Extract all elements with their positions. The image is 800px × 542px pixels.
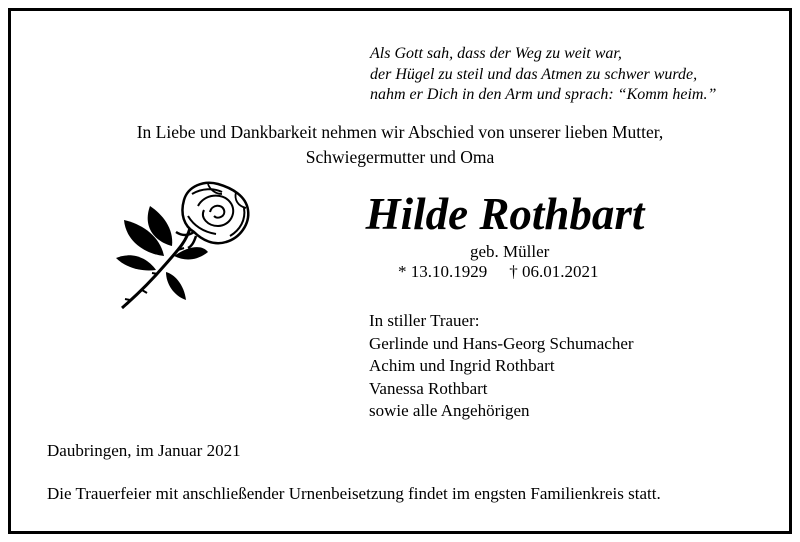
- mourner-entry: Achim und Ingrid Rothbart: [369, 356, 555, 375]
- death-date: † 06.01.2021: [509, 262, 599, 281]
- mourner-entry: Gerlinde und Hans-Georg Schumacher: [369, 333, 634, 353]
- deceased-name: Hilde Rothbart: [365, 189, 645, 239]
- poem: [370, 44, 716, 106]
- intro-line: In Liebe und Dankbarkeit nehmen wir Abschied von unserer lieben Mutter,: [136, 122, 664, 142]
- rose-icon: [112, 176, 257, 316]
- intro-line: Schwiegermutter und Oma: [305, 147, 495, 167]
- intro-text: [0, 120, 800, 170]
- place-date: Daubringen, im Januar 2021: [47, 441, 241, 460]
- maiden-name: geb. Müller: [470, 242, 550, 261]
- mourner-entry: Vanessa Rothbart: [369, 378, 488, 398]
- life-dates: [398, 261, 599, 283]
- mourners-heading: In stiller Trauer:: [369, 311, 480, 330]
- birth-date: * 13.10.1929: [398, 262, 488, 281]
- poem-line: der Hügel zu steil und das Atmen zu schwer wurde,: [370, 65, 698, 83]
- poem-line: Als Gott sah, dass der Weg zu weit war,: [370, 45, 622, 62]
- mourners-list: [369, 310, 634, 423]
- poem-line: nahm er Dich in den Arm und sprach: “Komm heim.”: [370, 86, 717, 103]
- mourner-entry: sowie alle Angehörigen: [369, 401, 530, 420]
- funeral-notice: Die Trauerfeier mit anschließender Urnenbeisetzung findet im engsten Familienkreis statt.: [47, 484, 661, 503]
